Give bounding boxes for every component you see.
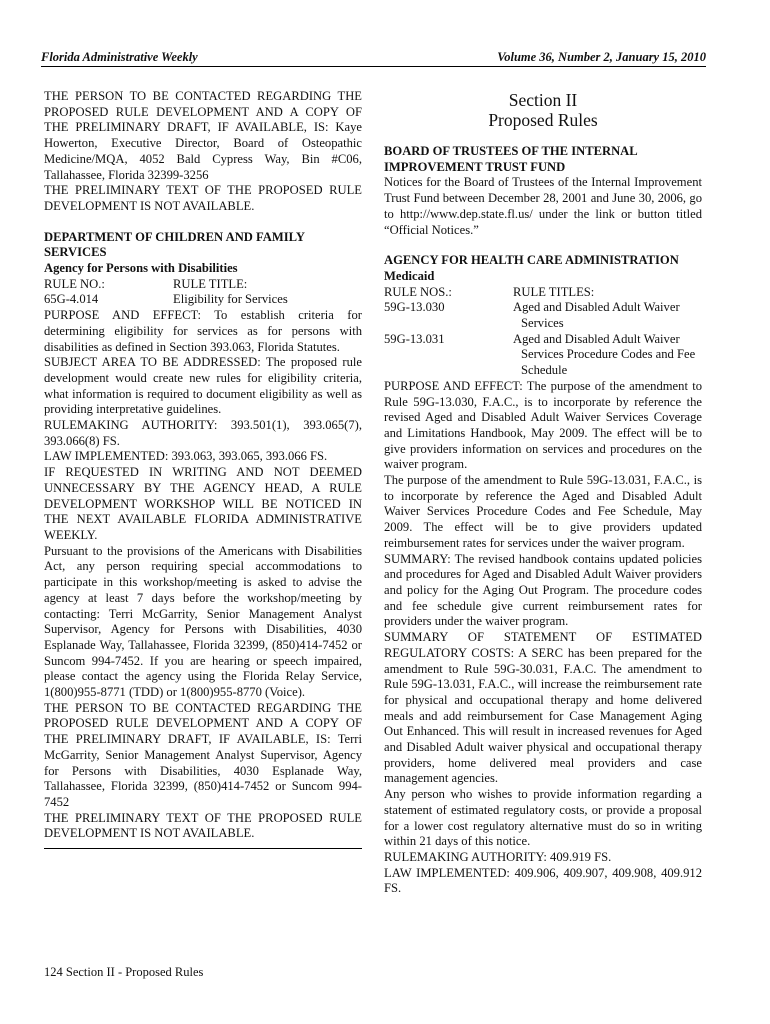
rule-row <box>44 292 362 308</box>
publication-name: Florida Administrative Weekly <box>41 50 198 64</box>
rule-title <box>513 300 702 331</box>
rule-header-row <box>44 277 362 293</box>
rule-title <box>513 332 702 379</box>
preliminary-text-notice: THE PRELIMINARY TEXT OF THE PROPOSED RULE DEVELOPMENT IS NOT AVAILABLE. <box>44 810 362 841</box>
agency-heading: AGENCY FOR HEALTH CARE ADMINISTRATION <box>384 253 679 268</box>
regulatory-costs: SUMMARY OF STATEMENT OF ESTIMATED REGULATORY COSTS: A SERC has been prepared for the amendment to Rule 59G-30.031, F.A.C. The amendment to Rule 59G-13.031, F.A.C., will increase the reimbursement rate for physical and occupational therapy and home delivered meals and add reimbursement for Case Management Aging Out Enhanced. This will result in increased revenues for Aged and Disabled Adult waiver physical and occupational therapy providers, home delivered meal providers and case management agencies. <box>384 630 702 786</box>
purpose-and-effect: The purpose of the amendment to Rule 59G-13.031, F.A.C., is to incorporate by reference the Aged and Disabled Adult Waiver Services Procedure Codes and Fee Schedule, May 2009. The effect will be to give providers updated reimbursement rates for services under the waiver program. <box>384 473 702 550</box>
rule-nos-label: RULE NOS.: <box>384 284 452 299</box>
rule-title-line: Services <box>521 316 564 331</box>
page-footer: 124 Section II - Proposed Rules <box>44 965 204 979</box>
purpose-and-effect: PURPOSE AND EFFECT: The purpose of the amendment to Rule 59G-13.030, F.A.C., is to incorporate by reference the revised Aged and Disabled Adult Waiver Services Coverage and Limitations Handbook, May 2009. The effect will be to give providers information on services and procedures on the waiver program. <box>384 378 702 472</box>
rule-row <box>384 300 702 331</box>
rule-title-line: Schedule <box>521 363 568 378</box>
summary: SUMMARY: The revised handbook contains updated policies and procedures for Aged and Disabled Adult Waiver providers and policy for the Aging Out Program. The procedure codes and fee schedule give current reimbursement rates for providers under the waiver program. <box>384 551 702 629</box>
board-notice: Notices for the Board of Trustees of the Internal Improvement Trust Fund between December 28, 2001 and June 30, 2006, go to http://www.dep.state.fl.us/ under the link or button titled “Official Notices.” <box>384 175 702 237</box>
board-heading: BOARD OF TRUSTEES OF THE INTERNAL IMPROVEMENT TRUST FUND <box>384 144 637 174</box>
workshop-notice: IF REQUESTED IN WRITING AND NOT DEEMED UNNECESSARY BY THE AGENCY HEAD, A RULE DEVELOPMENT WORKSHOP WILL BE NOTICED IN THE NEXT AVAILABLE FLORIDA ADMINISTRATIVE WEEKLY. <box>44 465 362 542</box>
issue-info: Volume 36, Number 2, January 15, 2010 <box>497 50 706 64</box>
right-column <box>384 89 702 897</box>
agency-heading: Agency for Persons with Disabilities <box>44 261 238 276</box>
contact-paragraph: THE PERSON TO BE CONTACTED REGARDING THE PROPOSED RULE DEVELOPMENT AND A COPY OF THE PRELIMINARY DRAFT, IF AVAILABLE, IS: Terri McGarrity, Senior Management Analyst Supervisor, Agency for Persons with Disabilities, 4030 Esplanade Way, Tallahassee, Florida 32399, (850)414-7452 or Suncom 994-7452 <box>44 700 362 809</box>
section-name: Proposed Rules <box>488 110 598 130</box>
law-implemented: LAW IMPLEMENTED: 393.063, 393.065, 393.066 FS. <box>44 449 328 464</box>
ada-accommodations: Pursuant to the provisions of the Americans with Disabilities Act, any person requiring special accommodations to participate in this workshop/meeting is asked to advise the agency at least 7 days before the workshop/meeting by contacting: Terri McGarrity, Senior Management Analyst Supervisor, Agency for Persons with Disabilities, 4030 Esplanade Way, Tallahassee, Florida 32399, (850)414-7452 or Suncom 994-7452. If you are hearing or speech impaired, please contact the agency using the Florida Relay Service, 1(800)955-8771 (TDD) or 1(800)955-8770 (Voice). <box>44 543 362 700</box>
rule-titles-label: RULE TITLES: <box>513 284 595 299</box>
contact-paragraph: THE PERSON TO BE CONTACTED REGARDING THE PROPOSED RULE DEVELOPMENT AND A COPY OF THE PRELIMINARY DRAFT, IF AVAILABLE, IS: Kaye Howerton, Executive Director, Board of Osteopathic Medicine/MQA, 4052 Bald Cypress Way, Bin #C06, Tallahassee, Florida 32399-3256 <box>44 89 362 182</box>
rulemaking-authority: RULEMAKING AUTHORITY: 409.919 FS. <box>384 849 612 864</box>
rule-title-label: RULE TITLE: <box>173 276 248 291</box>
rule-row <box>384 332 702 379</box>
preliminary-text-notice: THE PRELIMINARY TEXT OF THE PROPOSED RULE DEVELOPMENT IS NOT AVAILABLE. <box>44 183 362 213</box>
law-implemented: LAW IMPLEMENTED: 409.906, 409.907, 409.908, 409.912 FS. <box>384 865 702 896</box>
rule-number: 65G-4.014 <box>44 292 99 307</box>
department-heading: DEPARTMENT OF CHILDREN AND FAMILY SERVICES <box>44 229 305 260</box>
rule-no-label: RULE NO.: <box>44 276 105 291</box>
column-end-divider <box>44 848 362 849</box>
header-divider <box>41 66 706 67</box>
left-column <box>44 89 362 849</box>
rule-header-row <box>384 285 702 301</box>
division-heading: Medicaid <box>384 268 435 283</box>
rulemaking-authority: RULEMAKING AUTHORITY: 393.501(1), 393.065(7), 393.066(8) FS. <box>44 418 362 448</box>
rule-number: 59G-13.030 <box>384 300 445 315</box>
rule-title-line: Aged and Disabled Adult Waiver <box>513 300 680 315</box>
rule-title: Eligibility for Services <box>173 292 288 307</box>
purpose-and-effect: PURPOSE AND EFFECT: To establish criteria for determining eligibility for services as for persons with disabilities as defined in Section 393.063, Florida Statutes. <box>44 308 362 354</box>
rule-title-line: Services Procedure Codes and Fee <box>521 347 696 362</box>
section-number: Section II <box>508 90 578 110</box>
rule-title-line: Aged and Disabled Adult Waiver <box>513 331 680 346</box>
section-title <box>384 90 702 130</box>
subject-area: SUBJECT AREA TO BE ADDRESSED: The proposed rule development would create new rules for eligibility criteria, what information is required to document eligibility as well as providing interpretative guidelines. <box>44 355 362 417</box>
rule-number: 59G-13.031 <box>384 331 445 346</box>
comment-notice: Any person who wishes to provide information regarding a statement of estimated regulatory costs, or provide a proposal for a lower cost regulatory alternative must do so in writing within 21 days of this notice. <box>384 787 702 849</box>
